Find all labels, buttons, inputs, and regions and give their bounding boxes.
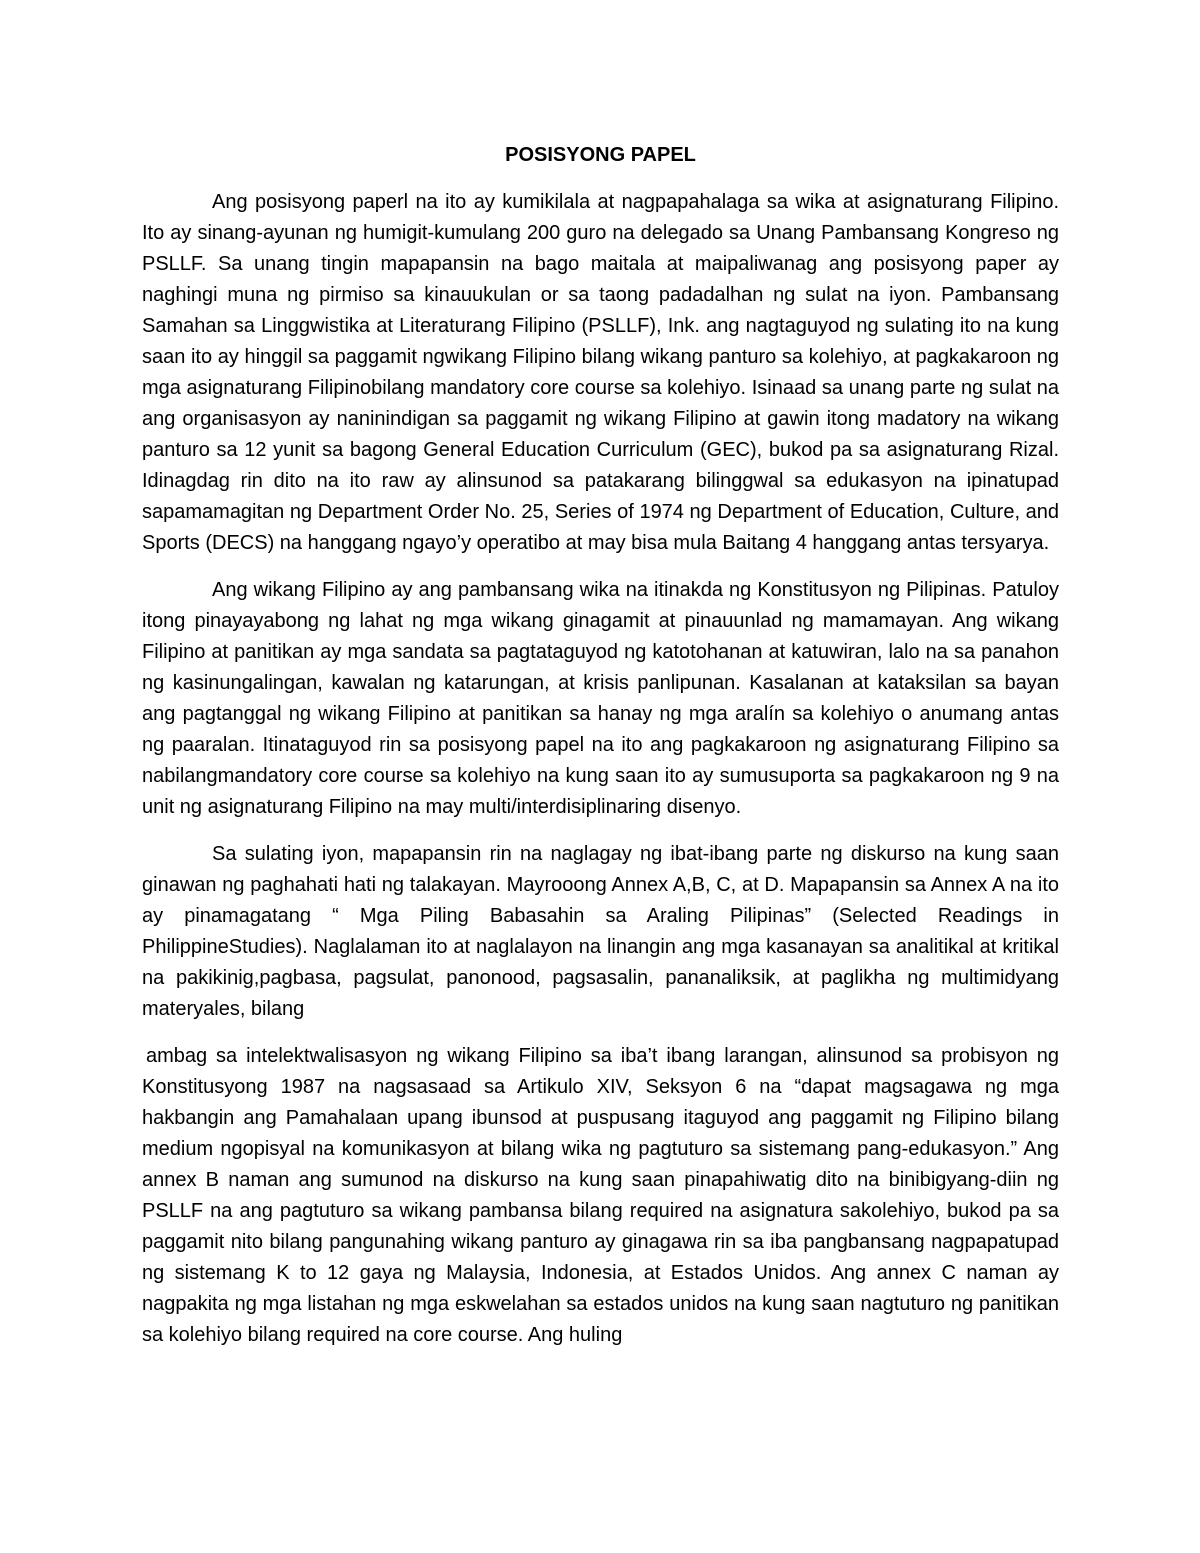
document-title: POSISYONG PAPEL (505, 144, 696, 166)
paragraph-2: Ang wikang Filipino ay ang pambansang wika na itinakda ng Konstitusyon ng Pilipinas. Patuloy itong pinayayabong ng lahat ng mga wikang ginagamit at pinauunlad ng mamamayan. Ang wikang Filipino at panitikan ay mga sandata sa pagtataguyod ng katotohanan at katuwiran, lalo na sa panahon ng kasinungalingan, kawalan ng katarungan, at krisis panlipunan. Kasalanan at kataksilan sa bayan ang pagtanggal ng wikang Filipino at panitikan sa hanay ng mga aralín sa kolehiyo o anumang antas ng paaralan. Itinataguyod rin sa posisyong papel na ito ang pagkakaroon ng asignaturang Filipino sa nabilangmandatory core course sa kolehiyo na kung saan ito ay sumusuporta sa pagkakaroon ng 9 na unit ng asignaturang Filipino na may multi/interdisiplinaring disenyo. (142, 579, 1059, 818)
paragraph-1: Ang posisyong paperl na ito ay kumikilala at nagpapahalaga sa wika at asignaturang Filipino. Ito ay sinang-ayunan ng humigit-kumulang 200 guro na delegado sa Unang Pambansang Kongreso ng PSLLF. Sa unang tingin mapapansin na bago maitala at maipaliwanag ang posisyong paper ay naghingi muna ng pirmiso sa kinauukulan or sa taong padadalhan ng sulat na iyon. Pambansang Samahan sa Linggwistika at Literaturang Filipino (PSLLF), Ink. ang nagtaguyod ng sulating ito na kung saan ito ay hinggil sa paggamit ngwikang Filipino bilang wikang panturo sa kolehiyo, at pagkakaroon ng mga asignaturang Filipinobilang mandatory core course sa kolehiyo. Isinaad sa unang parte ng sulat na ang organisasyon ay naninindigan sa paggamit ng wikang Filipino at gawin itong madatory na wikang panturo sa 12 yunit sa bagong General Education Curriculum (GEC), bukod pa sa asignaturang Rizal. Idinagdag rin dito na ito raw ay alinsunod sa patakarang bilinggwal sa edukasyon na ipinatupad sapamamagitan ng Department Order No. 25, Series of 1974 ng Department of Education, Culture, and Sports (DECS) na hanggang ngayo’y operatibo at may bisa mula Baitang 4 hanggang antas tersyarya. (142, 191, 1059, 554)
document-body (142, 140, 1059, 1367)
paragraph-4: ambag sa intelektwalisasyon ng wikang Filipino sa iba’t ibang larangan, alinsunod sa probisyon ng Konstitusyong 1987 na nagsasaad sa Artikulo XIV, Seksyon 6 na “dapat magsagawa ng mga hakbangin ang Pamahalaan upang ibunsod at puspusang itaguyod ang paggamit ng Filipino bilang medium ngopisyal na komunikasyon at bilang wika ng pagtuturo sa sistemang pang-edukasyon.” Ang annex B naman ang sumunod na diskurso na kung saan pinapahiwatig dito na binibigyang-diin ng PSLLF na ang pagtuturo sa wikang pambansa bilang required na asignatura sakolehiyo, bukod pa sa paggamit nito bilang pangunahing wikang panturo ay ginagawa rin sa iba pangbansang nagpapatupad ng sistemang K to 12 gaya ng Malaysia, Indonesia, at Estados Unidos. Ang annex C naman ay nagpakita ng mga listahan ng mga eskwelahan sa estados unidos na kung saan nagtuturo ng panitikan sa kolehiyo bilang required na core course. Ang huling (142, 1045, 1059, 1346)
paragraph-3: Sa sulating iyon, mapapansin rin na naglagay ng ibat-ibang parte ng diskurso na kung saan ginawan ng paghahati hati ng talakayan. Mayrooong Annex A,B, C, at D. Mapapansin sa Annex A na ito ay pinamagatang “ Mga Piling Babasahin sa Araling Pilipinas” (Selected Readings in PhilippineStudies). Naglalaman ito at naglalayon na linangin ang mga kasanayan sa analitikal at kritikal na pakikinig,pagbasa, pagsulat, panonood, pagsasalin, pananaliksik, at paglikha ng multimidyang materyales, bilang (142, 843, 1059, 1020)
